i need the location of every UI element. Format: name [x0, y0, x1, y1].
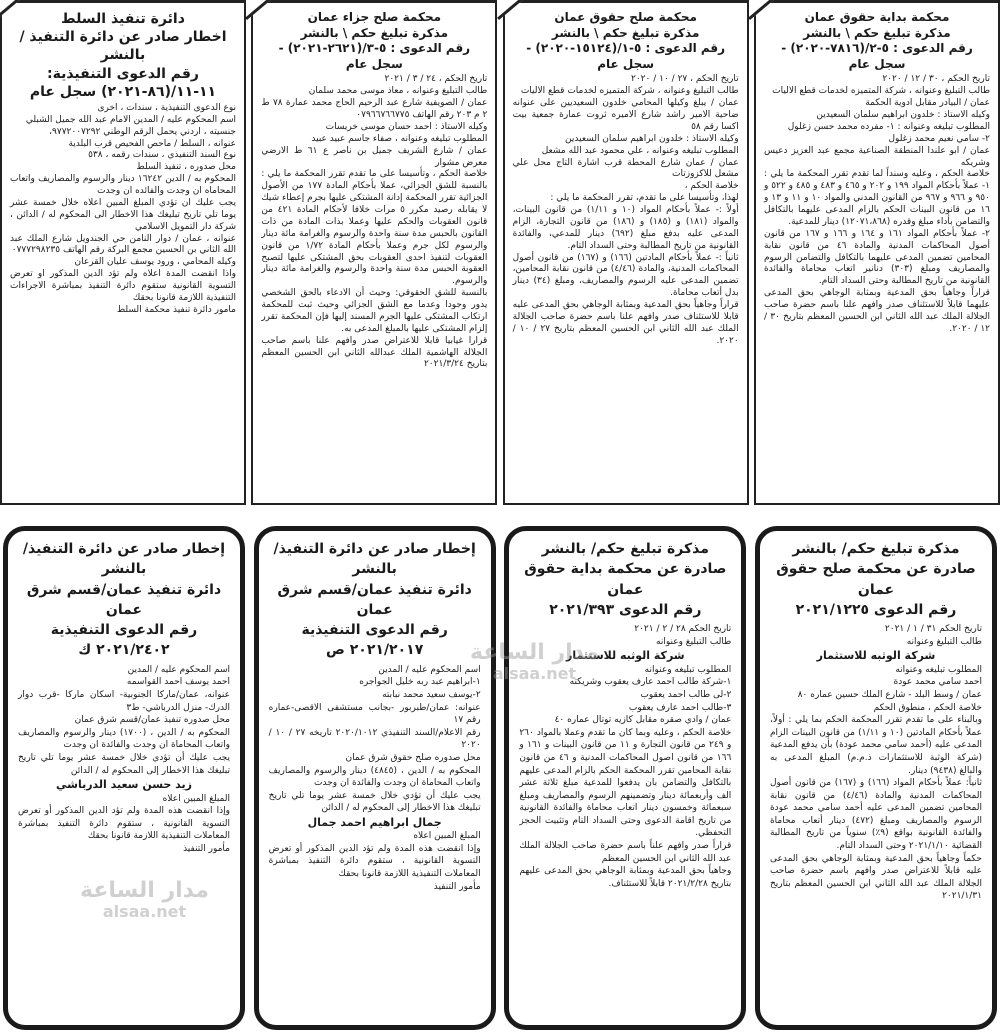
- notice-title: [261, 10, 487, 72]
- notice-body: [269, 664, 481, 893]
- legal-notice: [251, 0, 497, 505]
- notice-paragraph: رقم الاعلام/السند التنفيذي ٢٠٢٠/١٠١٢ تاريخه ٢٧ / ١٠ / ٢٠٢٠: [268, 727, 481, 751]
- notice-paragraph: تاريخ الحكم ٣١ / ١ / ٢٠٢١: [884, 624, 982, 635]
- notice-paragraph: ١-شركة طالب احمد عارف يعقوب وشريكته: [569, 677, 732, 688]
- notice-heading-line: إخطار صادر عن دائرة التنفيذ/ بالنشر: [22, 541, 226, 578]
- notice-paragraph: خلاصة الحكم ، منطوق الحكم: [873, 702, 982, 713]
- notice-paragraph: المحكوم به / الدين ١٦٢٤٢ دينار والرسوم والمصاريف واتعاب المحاماه ان وجدت والفائده ان وجدت: [10, 174, 236, 197]
- notice-paragraph: المطلوب تبليغه وعنوانه: [895, 664, 982, 675]
- notice-title: [513, 10, 739, 72]
- notice-heading-line: مذكرة تبليغ حكم/ بالنشر: [792, 541, 960, 557]
- top-notices-row: [0, 0, 1000, 505]
- notice-title: [269, 539, 481, 661]
- notice-heading-line: مذكرة تبليغ حكم \ بالنشر: [551, 25, 700, 40]
- notice-paragraph: عمان / البيادر مقابل ادوية الحكمة: [865, 98, 990, 109]
- notice-paragraph: أولاً :- عملاً بأحكام المواد (١٠ و ١/١١) من قانون البينات، والمواد (١٨١) و (١٨٥) و (١٨٦) من قانون التجارة، الزام المدعى عليه بدفع مبلغ (٦٩٢) دينار للمدعي، والفائدة القانونية من تاريخ المطالبة وحتى السداد التام.: [512, 205, 739, 251]
- notice-paragraph: احمد يوسف احمد القواسمه: [126, 677, 230, 688]
- legal-notice: [755, 526, 997, 1030]
- notice-heading-line: دائرة تنفيذ عمان/قسم شرق عمان: [277, 581, 472, 618]
- notice-paragraph: تاريخ الحكم ، ٢٤ / ٣ / ٢٠٢١: [384, 74, 488, 85]
- notice-paragraph: عنوانه، عمان/ماركا الجنوبية- اسكان ماركا -قرب دوار الدرك- منزل الدرباشي- ط٣: [18, 689, 230, 713]
- notice-paragraph: تاريخ الحكم ، ٣٠ / ١٢ / ٢٠٢٠: [882, 74, 990, 85]
- notice-paragraph: يجب عليك أن تؤدي خلال خمسة عشر يوما تلي تاريخ تبليغك هذا الاخطار إلى المحكوم له / الدائن: [268, 790, 481, 814]
- notice-paragraph: ثانياً: عملاً بأحكام المواد (١٦٦) و (١٦٧) من قانون أصول المحاكمات المدنية والمادة (٤/٤٦) من قانون نقابة المحامين تضمين المدعى عليه أحمد سامي محمد عودة الرسوم والمصاريف ومبلغ (٤٧٢) دينار أتعاب محاماة والفائدة القانونية بواقع (٩٪) سنوياً من تاريخ المطالبة القضائية ٢٠٢١/١/١٠ وحتى السداد التام.: [769, 778, 982, 852]
- notice-body: [764, 74, 990, 335]
- notice-paragraph: عمان / شارع الشريف جميل بن ناصر ع ٦١ ط الارضي معرض مشوار: [261, 145, 488, 168]
- notice-paragraph: عمان / يبلغ وكيلها المحامي خلدون السعيديين على عنوانه ضاحية الامير راشد شارع الاميره ثروت عمارة جمعية بيت اكسا رقم ٥٨: [512, 98, 739, 132]
- watermark-arabic: مدار الساعة: [80, 878, 210, 903]
- notice-title: [18, 539, 230, 661]
- notice-paragraph: ١-ابراهيم عبد ربه خليل الجواجره: [359, 677, 481, 688]
- notice-heading-line: دائرة تنفيذ السلط: [61, 11, 185, 27]
- notice-paragraph: تاريخ الحكم ، ٢٧ / ١٠ / ٢٠٢٠: [631, 74, 739, 85]
- notice-paragraph: ٢-يوسف سعيد محمد نبابته: [382, 689, 481, 700]
- notice-heading-line: صادرة عن محكمة بداية حقوق عمان: [524, 561, 727, 598]
- watermark-url: alsaa.net: [102, 902, 187, 921]
- notice-title: [770, 539, 982, 620]
- notice-paragraph: قراراً صدر وافهم علناً باسم حضرة صاحب الجلالة الملك عبد الله الثاني ابن الحسين المعظم: [519, 841, 732, 864]
- legal-notice: [3, 526, 245, 1030]
- notice-heading-line: دائرة تنفيذ عمان/قسم شرق عمان: [26, 581, 222, 618]
- notice-paragraph: المبلغ المبين اعلاه: [162, 793, 230, 804]
- notice-heading-line: اخطار صادر عن دائرة التنفيذ / بالنشر: [19, 29, 227, 64]
- notice-paragraph: عمان / عمان شارع المحطة قرب اشارة التاج محل علي مشعل للاكزوزتات: [512, 157, 739, 180]
- notice-paragraph: وجاهياً بحق المدعية وبمثابة الوجاهي بحق المدعى عليهم بتاريخ ٢٠٢١/٢/٢٨ قابلاً للاستئناف.: [519, 866, 732, 889]
- notice-title: [764, 10, 990, 72]
- notice-paragraph: مامور دائرة تنفيذ محكمة السلط: [116, 304, 236, 315]
- case-number: ٢٠٢١/٢٠١٧ ص: [326, 642, 424, 659]
- notice-paragraph: اسم المحكوم عليه / المدين الامام عبد الله جميل الشبلي: [25, 114, 236, 125]
- party-name: جمال ابراهيم احمد جمال: [307, 815, 442, 829]
- notice-paragraph: وإذا انقضت هذه المدة ولم تؤد الدين المذكور أو تعرض التسوية القانونية ، ستقوم دائرة التنفيذ بمباشرة المعاملات التنفيذية اللازمة قانونا بحقك: [268, 843, 481, 880]
- notice-paragraph: المطلوب تبليغه وعنوانه: [644, 664, 732, 675]
- case-number: ٢٠٢١/٢٤٠٢ ك: [78, 642, 170, 659]
- case-number: رقم الدعوى التنفيذية: ١١-١١/(٨٦-٢٠٢١) سجل عام: [29, 65, 217, 100]
- notice-paragraph: عمان / وسط البلد - شارع الملك حسين عماره ٨٠: [797, 689, 982, 700]
- notice-paragraph: محل صدوره تنفيذ عمان/قسم شرق عمان: [74, 715, 230, 726]
- notice-paragraph: المطلوب تبليغه وعنوانه : ١- مفرده محمد حسن زغلول: [787, 121, 990, 132]
- notice-paragraph: المبلغ المبين اعلاه: [413, 831, 481, 842]
- notice-body: [519, 623, 731, 890]
- notice-body: [770, 623, 982, 903]
- notice-paragraph: عنوانه ، عمان / دوار النامن حي الجندويل شارع الملك عبد الله الثاني بن الحسين مجمع البركة رقم الهاتف ٠٧٧٧٢٩٨٢٣٥: [10, 233, 236, 256]
- notice-heading-line: محكمة صلح جزاء عمان: [307, 10, 442, 24]
- notice-heading-line: رقم الدعوى التنفيذية: [50, 622, 198, 639]
- notice-paragraph: المطلوب تبليغه وعنوانه ، علي محمود عبد الله مشعل: [541, 145, 739, 156]
- notice-paragraph: وكيله الاستاذ : خلدون ابراهيم سلمان السعيدين: [565, 133, 739, 144]
- notice-paragraph: نوع السند التنفيذي ، سندات رقمه ، ٥٣٨: [88, 150, 236, 161]
- notice-heading-line: محكمة صلح حقوق عمان: [554, 10, 697, 24]
- notice-paragraph: جنسيته ، اردني يحمل الرقم الوطني ٩٧٧٢٠٠٧٢٩٢،: [49, 126, 236, 137]
- notice-paragraph: وبالبناء على ما تقدم تقرر المحكمة الحكم بما يلي : أولاً، عملاً بأحكام المادتين (١٠ و ١/١١) من قانون البينات الزام المدعى عليه (أحمد سامي محمد عودة) بأن يدفع المدعية (شركة الوثبة للاستثمارات ذ.م.م) المبلغ المدعى به والبالغ (٩٤٣٨) دينار.: [769, 715, 982, 776]
- notice-paragraph: عمان / الصويفية شارع عبد الرحيم الحاج محمد عمارة ٧٨ ط ٢ م ٢٠٣ رقم الهاتف ٠٧٩٦٦٧٦٦٧٧٥: [261, 98, 488, 120]
- notice-paragraph: قرارا غيابيا قابلا للاعتراض صدر وافهم علنا باسم صاحب الجلالة الهاشمية الملك عبدالله الثاني ابن الحسين المعظم بتاريخ ٢٠٢١/٣/٢٤: [261, 335, 488, 370]
- notice-title: [519, 539, 731, 620]
- notice-paragraph: يجب عليك ان تؤدي المبلغ المبين اعلاه خلال خمسة عشر يوما تلي تاريخ تبليغك هذا الاخطار الى المحكوم له / الدائن ، شركة دار التمويل الاسلامي: [10, 197, 236, 232]
- notice-body: [10, 103, 236, 317]
- notice-paragraph: عمان / ابو علندا المنطقة الصناعية مجمع عبد العزيز دعيس وشريكه: [763, 145, 990, 168]
- legal-notice: [504, 526, 746, 1030]
- bottom-notices-row: [0, 526, 1000, 1030]
- party-name: زيد حسن سعيد الدرباشي: [56, 778, 192, 792]
- notice-paragraph: طالب التبليغ وعنوانه ، معاذ موسى محمد سلمان: [308, 86, 488, 97]
- legal-notice: [254, 526, 496, 1030]
- notice-paragraph: وكيله الاستاذ : احمد حسان موسى خريسات: [325, 121, 488, 132]
- notice-paragraph: المحكوم به / الدين ، (١٧٠٠) دينار والرسوم والمصاريف واتعاب المحاماة ان وجدت والفائدة ان وجدت: [18, 727, 231, 751]
- notice-paragraph: طالب التبليغ وعنوانه: [906, 636, 982, 647]
- notice-heading-line: إخطار صادر عن دائرة التنفيذ/ بالنشر: [273, 541, 476, 578]
- case-number: رقم الدعوى ٢٠٢١/٣٩٣: [549, 601, 702, 618]
- notice-paragraph: المطلوب تبليغه وعنوانه ، صفاء جاسم عبيد عبيد: [311, 133, 488, 144]
- legal-notice: [754, 0, 1000, 505]
- notice-paragraph: المحكوم به / الدين ، (٤٨٤٥) دينار والرسوم والمصاريف واتعاب المحاماة ان وجدت والفائدة ان وجدت: [268, 765, 481, 789]
- notice-paragraph: ٢-لى طالب احمد يعقوب: [640, 689, 732, 700]
- notice-paragraph: اسم المحكوم عليه / المدين: [378, 664, 481, 675]
- legal-notice: [503, 0, 749, 505]
- notice-body: [18, 664, 230, 856]
- watermark-url: alsaa.net: [492, 664, 577, 683]
- notice-heading-line: محكمة بداية حقوق عمان: [804, 10, 950, 24]
- notice-paragraph: وإذا انقضت هذه المدة ولم تؤد الدين المذكور أو تعرض التسوية القانونية ، ستقوم دائرة التنفيذ بمباشرة المعاملات التنفيذية اللازمة قانونا بحقك: [18, 806, 230, 842]
- notice-heading-line: مذكرة تبليغ حكم/ بالنشر: [541, 541, 709, 557]
- notice-paragraph: خلاصة الحكم ، وعليه وسنداً لما تقدم تقرر المحكمة ما يلي : ١- عملاً بأحكام المواد ١٩٩ و ٢٠٢ و ٤٦٥ و ٤٨٣ و ٤٨٥ و ٥٢٢ و ٩٥٠ و ٩٦٦ و ٩٦٧ من القانون المدني والمواد ١٠ و ١١ و ١٣ و ١٦ من قانون البينات الحكم بالزام المدعى عليهما بالتكافل والتضامن بأداء مبلغ وقدره (١٢٠٧١،٨٦٨) دينار للمدعية.: [763, 169, 990, 227]
- case-number: رقم الدعوى : ٥-٣/(٢٦٢١-٢٠٢١) - سجل عام: [278, 41, 471, 71]
- case-number: رقم الدعوى ٢٠٢١/١٢٢٥: [795, 601, 957, 618]
- notice-paragraph: قراراً وجاهياً بحق المدعية وبمثابة الوجاهي بحق المدعى عليهما قابلاً للاستئناف صدر وافهم علنا باسم حضرة صاحب الجلالة الملك عبد الله الثاني ابن الحسين المعظم بتاريخ ٣٠ / ١٢ / ٢٠٢٠.: [763, 288, 990, 334]
- notice-paragraph: اسم المحكوم عليه / المدين: [127, 664, 230, 675]
- notice-paragraph: ثانياً :- عملاً بأحكام المادتين (١٦٦) و (١٦٧) من قانون أصول المحاكمات المدنية، والمادة (٤/٤٦) من قانون نقابة المحامين، تضمين المدعى عليه الرسوم والمصاريف، ومبلغ (٣٤) دينار بدل أتعاب محاماة.: [512, 252, 739, 299]
- notice-paragraph: يجب عليك أن تؤدي خلال خمسة عشر يوما تلي تاريخ تبليغك هذا الاخطار إلى المحكوم له / الدائن: [18, 752, 230, 776]
- notice-paragraph: وكيله المحامي ، ورود يوسف عليان القرعان: [74, 257, 236, 268]
- notice-paragraph: لهذا، وتأسيسا على ما تقدم، تقرر المحكمة ما يلي :: [550, 193, 739, 204]
- notice-heading-line: مذكرة تبليغ حكم \ بالنشر: [803, 25, 951, 40]
- notice-body: [513, 74, 739, 347]
- notice-paragraph: ٣-طالب احمد عارف يعقوب: [628, 702, 732, 713]
- notice-body: [261, 74, 487, 371]
- case-number: رقم الدعوى : ٥-٢/(٧٨١٦-٢٠٢٠) - سجل عام: [781, 41, 973, 71]
- notice-paragraph: نوع الدعوى التنفيذية ، سندات ، اخرى: [97, 102, 236, 113]
- notice-paragraph: احمد سامي محمد عودة: [893, 677, 982, 688]
- notice-heading-line: رقم الدعوى التنفيذية: [301, 622, 448, 639]
- party-name: شركة الوثبه للاستثمار: [566, 649, 685, 663]
- notice-paragraph: ٢- عملاً بأحكام المواد ١٦١ و ١٦٤ و ١٦٦ و ١٦٧ من قانون أصول المحاكمات المدنية والمادة ٤٦ من قانون نقابة المحامين تضمين المدعى عليهما بالتكافل والتضامن الرسوم والمصاريف ومبلغ (٣٠٣) دنانير اتعاب محاماة والفائدة القانونية من تاريخ المطالبة وحتى السداد التام.: [763, 228, 990, 287]
- notice-paragraph: محل صدوره ، تنفيذ السلط: [136, 162, 236, 173]
- notice-paragraph: طالب التبليغ وعنوانه ، شركة المتميزه لخدمات قطع الاليات: [772, 86, 990, 97]
- notice-paragraph: قراراً وجاهياً بحق المدعية وبمثابة الوجاهي بحق المدعى عليه قابلا للاستئناف صدر وافهم علنا باسم حضرة صاحب الجلالة الملك عبد الله الثاني ابن الحسين المعظم بتاريخ ٢٧ / ١٠ / ٢٠٢٠.: [512, 300, 739, 346]
- notice-paragraph: حكماً وجاهياً بحق المدعية وبمثابة الوجاهي بحق المدعى عليه قابلاً للاعتراض صدر وافهم باسم حضرة صاحب الجلالة الملك عبد الله الثاني ابن الحسين المعظم بتاريخ ٢٠٢١/١/٣١: [769, 853, 982, 902]
- notice-paragraph: محل صدوره صلح حقوق شرق عمان: [345, 752, 481, 763]
- notice-paragraph: خلاصة الحكم ، وتأسيسا على ما تقدم تقرر المحكمة ما يلي : بالنسبة للشق الجزائي، عملا بأحكام المادة ١٧٧ من الأصول الجزائية تقرر المحكمة إدانة المشتكى عليها بجرم إعطاء شيك لا يقابله رصيد مكرر ٥ مرات خلافا لأحكام المادة ٤٢١ من قانون العقوبات والحكم عليها وعملا بذات المادة من ذات القانون بالحبس مدة سنة واحدة والرسوم والغرامة مائة دينار والرسوم لكل جرم وعملا بأحكام المادة ١/٧٢ من قانون العقوبات لتنفيذ احدى العقوبات بحق المشتكى عليها لتصبح العقوبة الحبس مدة سنة واحدة والرسوم والغرامة مائة دينار والرسوم.: [261, 169, 488, 287]
- notice-paragraph: خلاصة الحكم ، وعليه وبما كان ما تقدم وعملا بالمواد ٢٦٠ و ٢٤٩ من قانون التجارة و ١١ من قانون البينات و ١٦١ و ١٦٦ من قانون اصول المحاكمات المدنية و ٤٦ من قانون نقابة المحامين تقرر المحكمة الحكم بالزام المدعى عليهم بالتكافل والتضامن بان يدفعوا للمدعية مبلغ ثلاثة عشر الف وأربعمائة دينار وتضمينهم الرسوم والمصاريف ومبلغ سبعمائة وخمسون دينار اتعاب محاماة والفائدة القانونية من تاريخ اقامة الدعوى وحتى السداد التام وتثبيت الحجز التحفظي.: [519, 727, 732, 839]
- notice-paragraph: عنوانه: عمان/طبربور -بجانب مستشفى الاقصى-عماره رقم ١٧: [268, 702, 481, 726]
- notice-paragraph: خلاصة الحكم ،: [684, 181, 739, 192]
- notice-heading-line: مذكرة تبليغ حكم \ بالنشر: [300, 25, 449, 40]
- notice-paragraph: بالنسبة للشق الحقوقي: وحيث أن الادعاء بالحق الشخصي يدور وجودا وعدما مع الشق الجزائي وحيث ثبت للمحكمة ارتكاب المشتكى عليها الجرم المسند إليها فإن المحكمة تقرر إلزام المشتكى عليها بالمبلغ المدعى به.: [261, 288, 488, 334]
- case-number: رقم الدعوى : ٥-١/(١٥١٢٤-٢٠٢٠) - سجل عام: [526, 41, 726, 71]
- watermark-arabic: مدار الساعة: [470, 640, 600, 665]
- notice-paragraph: واذا انقضت المدة اعلاه ولم تؤد الدين المذكور او تعرض التسوية القانونية ستقوم دائرة التنفيذ بمباشرة الاجراءات التنفيذية اللازمة قانونا بحقك: [10, 269, 236, 303]
- notice-heading-line: صادرة عن محكمة صلح حقوق عمان: [776, 561, 976, 598]
- notice-paragraph: مأمور التنفيذ: [433, 881, 481, 892]
- notice-paragraph: وكيله الاستاذ : خلدون ابراهيم سلمان السعيدين: [816, 110, 990, 120]
- notice-paragraph: عنوانه ، السلط / ماحص الفحيص قرب البلدية: [68, 138, 236, 149]
- notice-paragraph: مأمور التنفيذ: [183, 843, 230, 854]
- notice-title: [10, 10, 236, 101]
- notice-paragraph: ٢- سامي نعيم محمد زغلول: [888, 133, 990, 144]
- legal-notice: [0, 0, 246, 505]
- notice-paragraph: طالب التبليغ وعنوانه: [656, 636, 732, 647]
- notice-paragraph: عمان / وادي صقره مقابل كازيه توتال عماره ٤٠: [554, 715, 732, 726]
- notice-paragraph: تاريخ الحكم ٢٨ / ٢ / ٢٠٢١: [634, 624, 732, 635]
- notice-paragraph: طالب التبليغ وعنوانه ، شركة المتميزه لخدمات قطع الاليات: [520, 86, 739, 97]
- party-name: شركة الوثبه للاستثمار: [816, 649, 936, 663]
